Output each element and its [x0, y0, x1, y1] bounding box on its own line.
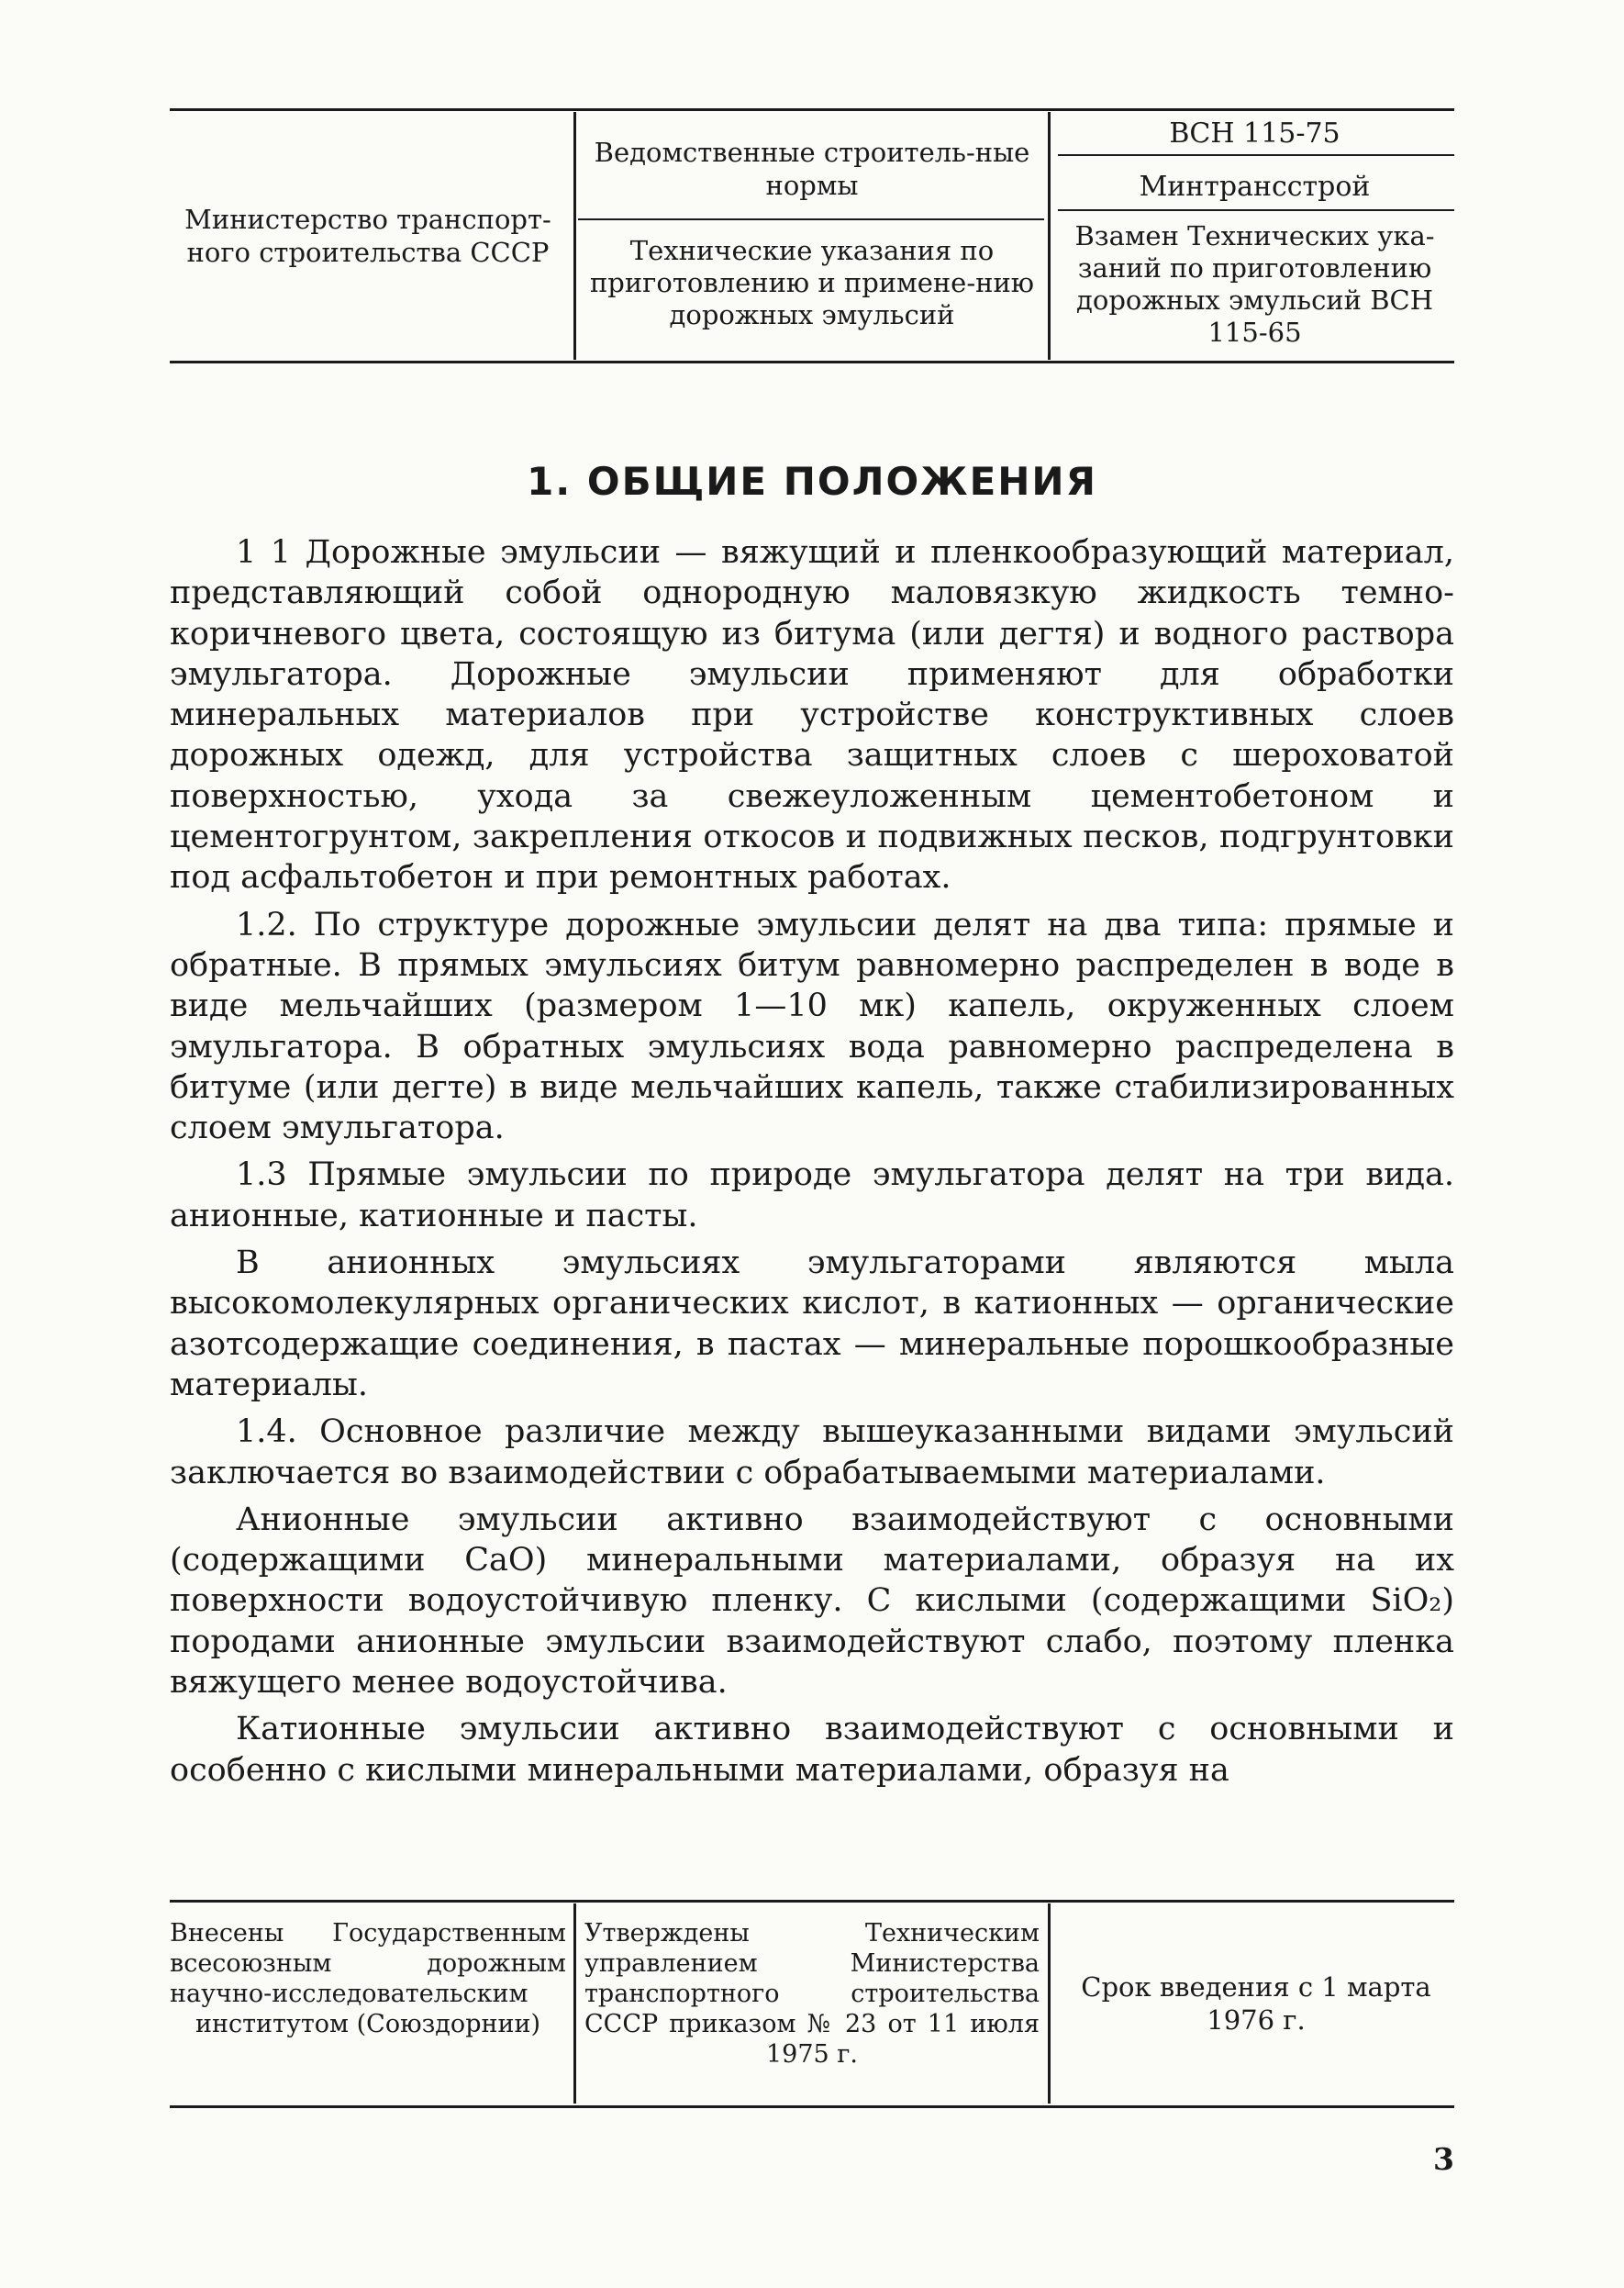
paragraph: В анионных эмульсиях эмульгаторами являются мыла высокомолекулярных органических кислот, в катионных — органические азотсодержащие соединения, в пастах — минеральные порошкообразные материалы.	[170, 1244, 1454, 1403]
header-table	[170, 108, 1454, 367]
doc-code: ВСН 115-75	[1169, 117, 1340, 150]
footer-divider-2	[1048, 1903, 1051, 2104]
introduced-by: Внесены Государственным всесоюзным дорожным научно-исследовательским институтом (Союздорнии)	[170, 1919, 566, 2038]
paragraph: Анионные эмульсии активно взаимодействуют с основными (содержащими CaO) минеральными материалами, образуя на их поверхности водоустойчивую пленку. С кислыми (содержащими SiO₂) породами анионные эмульсии взаимодействуют слабо, поэтому пленка вяжущего менее водоустойчива.	[170, 1501, 1454, 1702]
footer-top-rule	[170, 1900, 1454, 1903]
effective-date: Срок введения с 1 марта 1976 г.	[1081, 1971, 1431, 2036]
effective-date-cell	[1058, 1903, 1454, 2104]
paragraph: 1.3 Прямые эмульсии по природе эмульгатора делят на три вида. анионные, катионные и пасты.	[170, 1156, 1454, 1234]
header-divider-1	[573, 112, 576, 360]
approved-by: Утверждены Техническим управлением Министерства транспортного строительства СССР приказом № 23 от 11 июля 1975 г.	[584, 1919, 1040, 2069]
ministry-cell	[170, 112, 566, 360]
replaces-note: Взамен Технических ука-заний по приготовлению дорожных эмульсий ВСН 115-65	[1074, 220, 1435, 348]
paragraph: Катионные эмульсии активно взаимодействуют с основными и особенно с кислыми минеральными материалами, образуя на	[170, 1711, 1454, 1789]
header-top-rule	[170, 108, 1454, 111]
paragraph: 1.4. Основное различие между вышеуказанными видами эмульсий заключается во взаимодействии с обрабатываемыми материалами.	[170, 1413, 1454, 1491]
footer-table	[170, 1900, 1454, 2115]
doc-title: Технические указания по приготовлению и примене-нию дорожных эмульсий	[589, 235, 1035, 330]
header-mid-rule	[578, 218, 1044, 220]
doc-kind: Ведомственные строитель-ные нормы	[594, 137, 1030, 201]
header-agency-rule	[1058, 209, 1454, 211]
header-code-rule	[1058, 154, 1454, 156]
agency: Минтрансстрой	[1139, 171, 1371, 203]
page-number: 3	[1433, 2141, 1454, 2177]
body-text	[170, 532, 1454, 1797]
footer-bottom-rule	[170, 2105, 1454, 2108]
header-bottom-rule	[170, 361, 1454, 363]
ministry-text: Министерство транспорт-ного строительства СССР	[184, 204, 551, 268]
paragraph: 1.2. По структуре дорожные эмульсии делят на два типа: прямые и обратные. В прямых эмульсиях битум равномерно распределен в воде в виде мельчайших (размером 1—10 мк) капель, окруженных слоем эмульгатора. В обратных эмульсиях вода равномерно распределена в битуме (или дегте) в виде мельчайших капель, также стабилизированных слоем эмульгатора.	[170, 906, 1454, 1147]
section-title: 1. ОБЩИЕ ПОЛОЖЕНИЯ	[527, 459, 1097, 504]
paragraph: 1 1 Дорожные эмульсии — вяжущий и пленкообразующий материал, представляющий собой однородную маловязкую жидкость темно-коричневого цвета, состоящую из битума (или дегтя) и водного раствора эмульгатора. Дорожные эмульсии применяют для обработки минеральных материалов при устройстве конструктивных слоев дорожных одежд, для устройства защитных слоев с шероховатой поверхностью, ухода за свежеуложенным цементобетоном и цементогрунтом, закрепления откосов и подвижных песков, подгрунтовки под асфальтобетон и при ремонтных работах.	[170, 534, 1454, 897]
footer-divider-1	[573, 1903, 576, 2104]
header-divider-2	[1048, 112, 1051, 360]
